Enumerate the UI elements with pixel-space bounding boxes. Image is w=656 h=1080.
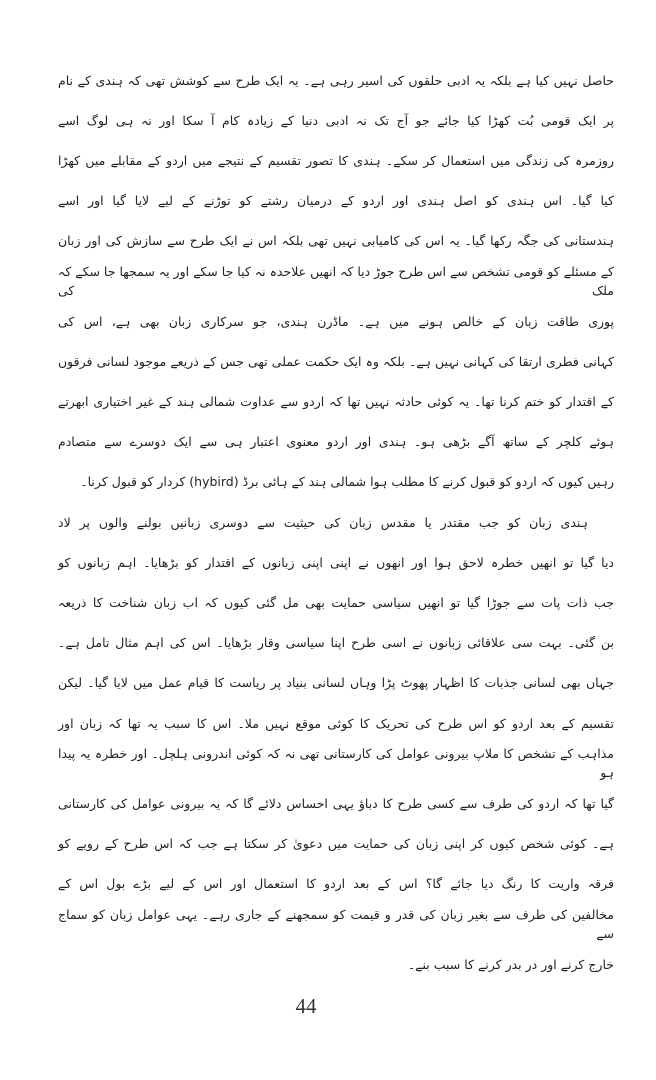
text-line-content: مخالفین کی طرف سے بغیر زبان کی قدر و قیمت کو سمجھنے کے جاری رہے۔ یہی عوامل زبان کو سماج سے xyxy=(58,907,614,942)
text-line-content: ہندی زبان کو جب مقتدر یا مقدس زبان کی حیثیت سے دوسری زبانیں بولنے والوں پر لاد xyxy=(58,514,588,530)
text-line-content: مذاہب کے تشخص کا ملاپ بیرونی عوامل کی کارستانی تھی نہ کہ کوئی اندرونی ہلچل۔ اور خطرہ یہ پیدا ہو xyxy=(58,746,614,781)
text-line-content: پوری طاقت زبان کے خالص ہونے میں ہے۔ ماڈرن ہندی، جو سرکاری زبان بھی ہے، اس کی xyxy=(58,313,614,329)
text-line-content: پر ایک قومی بُت کھڑا کیا جائے جو آج تک نہ ادبی دنیا کے زیادہ کام آ سکا اور نہ ہی لوگ اسے xyxy=(58,112,614,128)
paragraph-first-line xyxy=(58,502,614,542)
text-line xyxy=(58,582,614,622)
text-line-content: بن گئی۔ بہت سی علاقائی زبانوں نے اسی طرح اپنا سیاسی وقار بڑھایا۔ اس کی اہم مثال تامل ہے۔ xyxy=(58,635,614,651)
text-line-content: روزمرہ کی زندگی میں استعمال کر سکے۔ ہندی کا تصور تقسیم کے نتیجے میں اردو کے مقابلے میں کھڑا xyxy=(58,152,614,168)
text-line xyxy=(58,140,614,180)
text-line xyxy=(58,623,614,663)
text-line-content: رہیں کیوں کہ اردو کو قبول کرنے کا مطلب ہوا شمالی ہند کے ہائی برڈ (hybird) کردار کو قبول کرنا۔ xyxy=(80,474,614,490)
text-line xyxy=(58,703,614,743)
text-line-content: حاصل نہیں کیا ہے بلکہ یہ ادبی حلقوں کی اسیر رہی ہے۔ یہ ایک طرح سے کوشش تھی کہ ہندی کے نام xyxy=(58,72,614,88)
text-line-content: کیا گیا۔ اس ہندی کو اصل ہندی اور اردو کے درمیان رشتے کو توڑنے کے لیے لایا گیا اور اسے xyxy=(58,193,614,209)
text-line-content: فرقہ واریت کا رنگ دیا جائے گا؟ اس کے بعد اردو کا استعمال اور اس کے لیے بڑے بول اس کے xyxy=(58,876,614,892)
text-line-content: کہانی فطری ارتقا کی کہانی نہیں ہے۔ بلکہ وہ ایک حکمت عملی تھی جس کے ذریعے موجود لسانی فرقوں xyxy=(58,353,614,369)
text-line-content: ہوئے کلچر کے ساتھ آگے بڑھی ہو۔ ہندی اور اردو معنوی اعتبار ہی سے ایک دوسرے سے متصادم xyxy=(58,434,614,450)
text-line-content: خارج کرنے اور در بدر کرنے کا سبب بنے۔ xyxy=(407,956,614,972)
text-line-content: گیا تھا کہ اردو کی طرف سے کسی طرح کا دباؤ یہی احساس دلائے گا کہ یہ بیرونی عوامل کی کارستانی xyxy=(58,795,614,811)
text-line xyxy=(58,864,614,904)
text-line xyxy=(58,743,614,783)
text-line xyxy=(58,382,614,422)
text-line xyxy=(58,341,614,381)
text-line-content: ہندستانی کی جگہ رکھا گیا۔ یہ اس کی کامیابی نہیں تھی بلکہ اس نے ایک طرح سے سازش کی اور زبان xyxy=(58,233,614,249)
text-line xyxy=(58,783,614,823)
text-line-content: دیا گیا تو انھیں خطرہ لاحق ہوا اور انھوں نے اپنی اپنی زبانوں کے اقتدار کو بڑھایا۔ اہم زبانوں کو xyxy=(58,554,614,570)
text-line xyxy=(58,181,614,221)
text-line-content: کے اقتدار کو ختم کرنا تھا۔ یہ کوئی حادثہ نہیں تھا کہ اردو سے عداوت شمالی ہند کے غیر اختیاری ابھرتے xyxy=(58,394,614,410)
text-line xyxy=(58,221,614,261)
text-line xyxy=(58,301,614,341)
text-line-content: ہے۔ کوئی شخص کیوں کر اپنی زبان کی حمایت میں دعویٰ کر سکتا ہے جب کہ اس طرح کے رویے کو xyxy=(58,836,614,852)
text-line xyxy=(58,100,614,140)
text-line-content: جہاں بھی لسانی جذبات کا اظہار پھوٹ پڑا وہاں لسانی بنیاد پر ریاست کا قیام عمل میں لایا گیا۔ لیکن xyxy=(58,675,614,691)
text-line-content: کے مسئلے کو قومی تشخص سے اس طرح جوڑ دیا کہ انھیں علاحدہ نہ کیا جا سکے اور یہ سمجھا جا سکے کہ ملک کی xyxy=(58,264,614,299)
text-line-content: جب ذات پات سے جوڑا گیا تو انھیں سیاسی حمایت بھی مل گئی کیوں کہ اب زبان شناخت کا ذریعہ xyxy=(58,595,614,611)
text-line xyxy=(58,60,614,100)
text-line xyxy=(58,261,614,301)
text-line xyxy=(58,542,614,582)
text-line xyxy=(58,824,614,864)
text-line xyxy=(58,904,614,944)
page-number: 44 xyxy=(295,994,317,1018)
paragraph-last-line xyxy=(58,944,614,984)
paragraph-last-line xyxy=(58,462,614,502)
text-line-content: تقسیم کے بعد اردو کو اس طرح کی تحریک کا کوئی موقع نہیں ملا۔ اس کا سبب یہ تھا کہ زبان اور xyxy=(58,715,614,731)
text-line xyxy=(58,422,614,462)
text-line xyxy=(58,663,614,703)
page-body-text xyxy=(58,60,614,984)
